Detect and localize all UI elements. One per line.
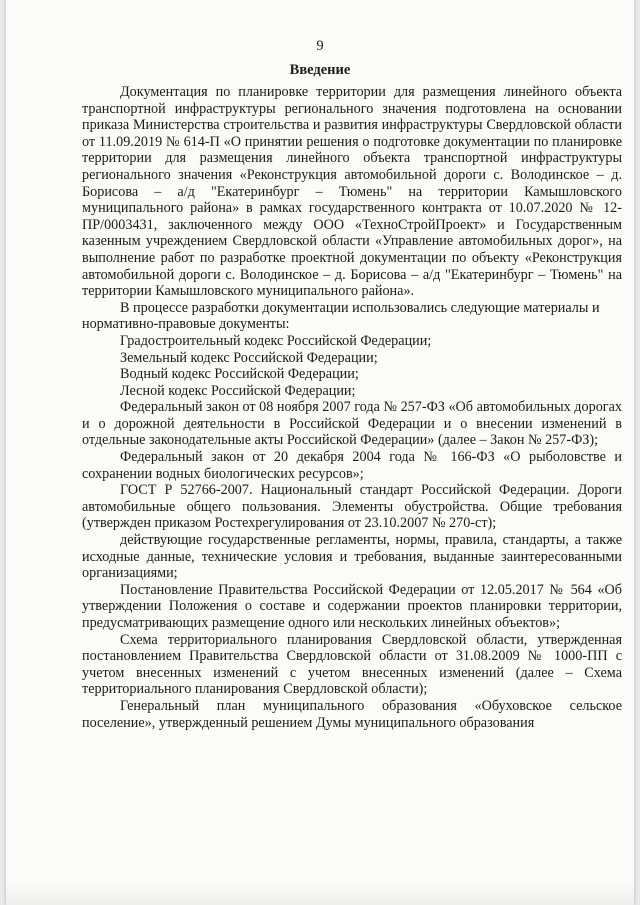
list-item-territorial-scheme: Схема территориального планирования Свердловской области, утвержденная постановлением Правительства Свердловской области от 31.08.2009 № 1000-ПП с учетом внесенных изменений с учетом внесенных изменений (далее – Схема территориального планирования Свердловской области);: [82, 631, 622, 698]
list-item-resolution-564: Постановление Правительства Российской Федерации от 12.05.2017 № 564 «Об утверждении Положения о составе и содержании проектов планировки территории, предусматривающих размещение одного или нескольких линейных объектов»;: [82, 581, 622, 631]
list-item-law-257: Федеральный закон от 08 ноября 2007 года № 257-ФЗ «Об автомобильных дорогах и о дорожной деятельности в Российской Федерации и о внесении изменений в отдельные законодательные акты Российской Федерации» (далее – Закон № 257-ФЗ);: [82, 399, 622, 449]
list-item-regulations: действующие государственные регламенты, нормы, правила, стандарты, а также исходные данные, технические условия и требования, выданные заинтересованными организациями;: [82, 532, 622, 582]
list-item-law-166: Федеральный закон от 20 декабря 2004 года № 166-ФЗ «О рыболовстве и сохранении водных биологических ресурсов»;: [82, 449, 622, 482]
list-item-general-plan: Генеральный план муниципального образования «Обуховское сельское поселение», утвержденный решением Думы муниципального образования: [82, 697, 622, 731]
section-title: Введение: [289, 62, 351, 78]
page-bottom-edge: [6, 883, 634, 905]
document-page: [6, 0, 634, 905]
page-number: 9: [316, 38, 324, 54]
list-item-gost: ГОСТ Р 52766-2007. Национальный стандарт Российской Федерации. Дороги автомобильные общего пользования. Элементы обустройства. Общие требования (утвержден приказом Ростехрегулирования от 23.10.2007 № 270-ст);: [82, 482, 622, 532]
list-item-forest-code: Лесной кодекс Российской Федерации;: [120, 382, 356, 399]
list-item-land-code: Земельный кодекс Российской Федерации;: [120, 349, 378, 366]
document-body: [82, 84, 622, 731]
paragraph-intro: Документация по планировке территории для размещения линейного объекта транспортной инфраструктуры регионального значения подготовлена на основании приказа Министерства строительства и развития инфраструктуры Свердловской области от 11.09.2019 № 614-П «О принятии решения о подготовке документации по планировке территории для размещения линейного объекта транспортной инфраструктуры регионального значения «Реконструкция автомобильной дороги с. Володинское – д. Борисова – а/д "Екатеринбург – Тюмень" на территории Камышловского муниципального района» в рамках государственного контракта от 10.07.2020 № 12-ПР/0003431, заключенного между ООО «ТехноСтройПроект» и Государственным казенным учреждением Свердловской области «Управление автомобильных дорог», на выполнение работ по разработке проектной документации по объекту «Реконструкция автомобильной дороги с. Володинское – д. Борисова – а/д "Екатеринбург – Тюмень" на территории Камышловского муниципального района».: [82, 84, 622, 300]
list-item-urban-code: Градостроительный кодекс Российской Федерации;: [120, 332, 432, 349]
list-item-water-code: Водный кодекс Российской Федерации;: [120, 366, 359, 383]
paragraph-materials-lead: В процессе разработки документации использовались следующие материалы и нормативно-правовые документы:: [82, 299, 600, 333]
